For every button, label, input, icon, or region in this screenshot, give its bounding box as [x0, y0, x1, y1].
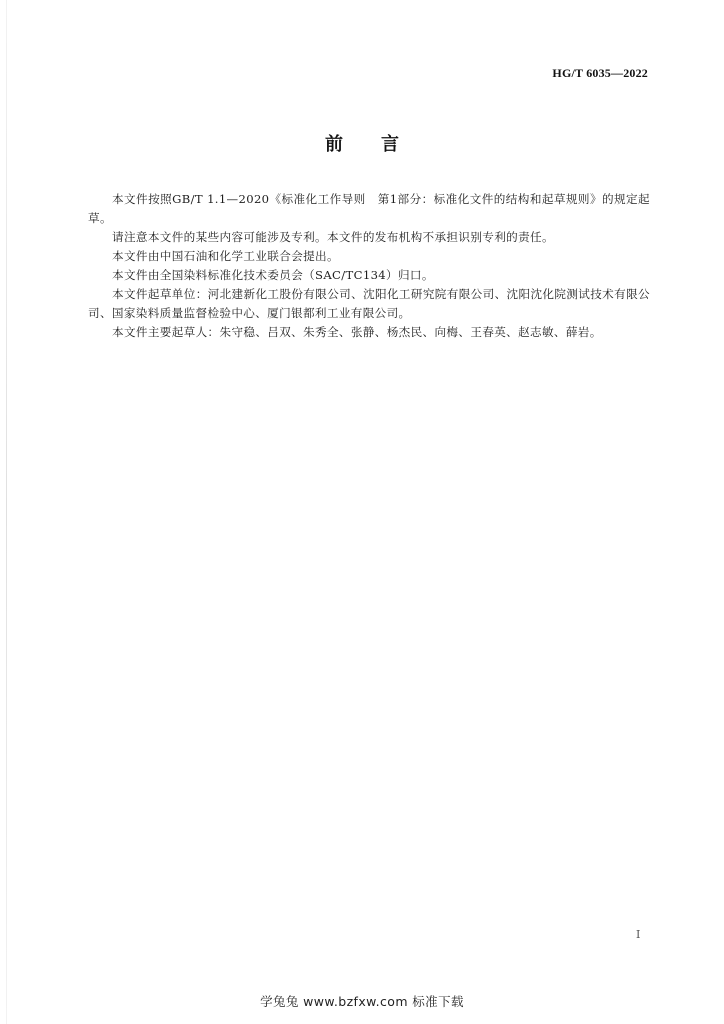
paragraph-drafting-units: 本文件起草单位：河北建新化工股份有限公司、沈阳化工研究院有限公司、沈阳沈化院测试技术有限公司、国家染料质量监督检验中心、厦门银都利工业有限公司。 — [88, 287, 650, 320]
paragraph-proposer: 本文件由中国石油和化学工业联合会提出。 — [112, 249, 339, 263]
paragraph-committee: 本文件由全国染料标准化技术委员会（SAC/TC134）归口。 — [112, 268, 434, 282]
page-number: I — [636, 928, 641, 941]
paragraph-patent-notice: 请注意本文件的某些内容可能涉及专利。本文件的发布机构不承担识别专利的责任。 — [112, 230, 554, 244]
foreword-body — [88, 190, 650, 342]
paragraph-drafting-rules: 本文件按照GB/T 1.1—2020《标准化工作导则 第1部分：标准化文件的结构和起草规则》的规定起草。 — [88, 192, 650, 225]
paragraph-drafters: 本文件主要起草人：朱守稳、吕双、朱秀全、张静、杨杰民、向梅、王春英、赵志敏、薛岩。 — [112, 325, 602, 339]
document-code: HG/T 6035—2022 — [552, 66, 648, 80]
footer-watermark: 学兔兔 www.bzfxw.com 标准下载 — [260, 994, 464, 1009]
page-title: 前言 — [325, 134, 437, 155]
